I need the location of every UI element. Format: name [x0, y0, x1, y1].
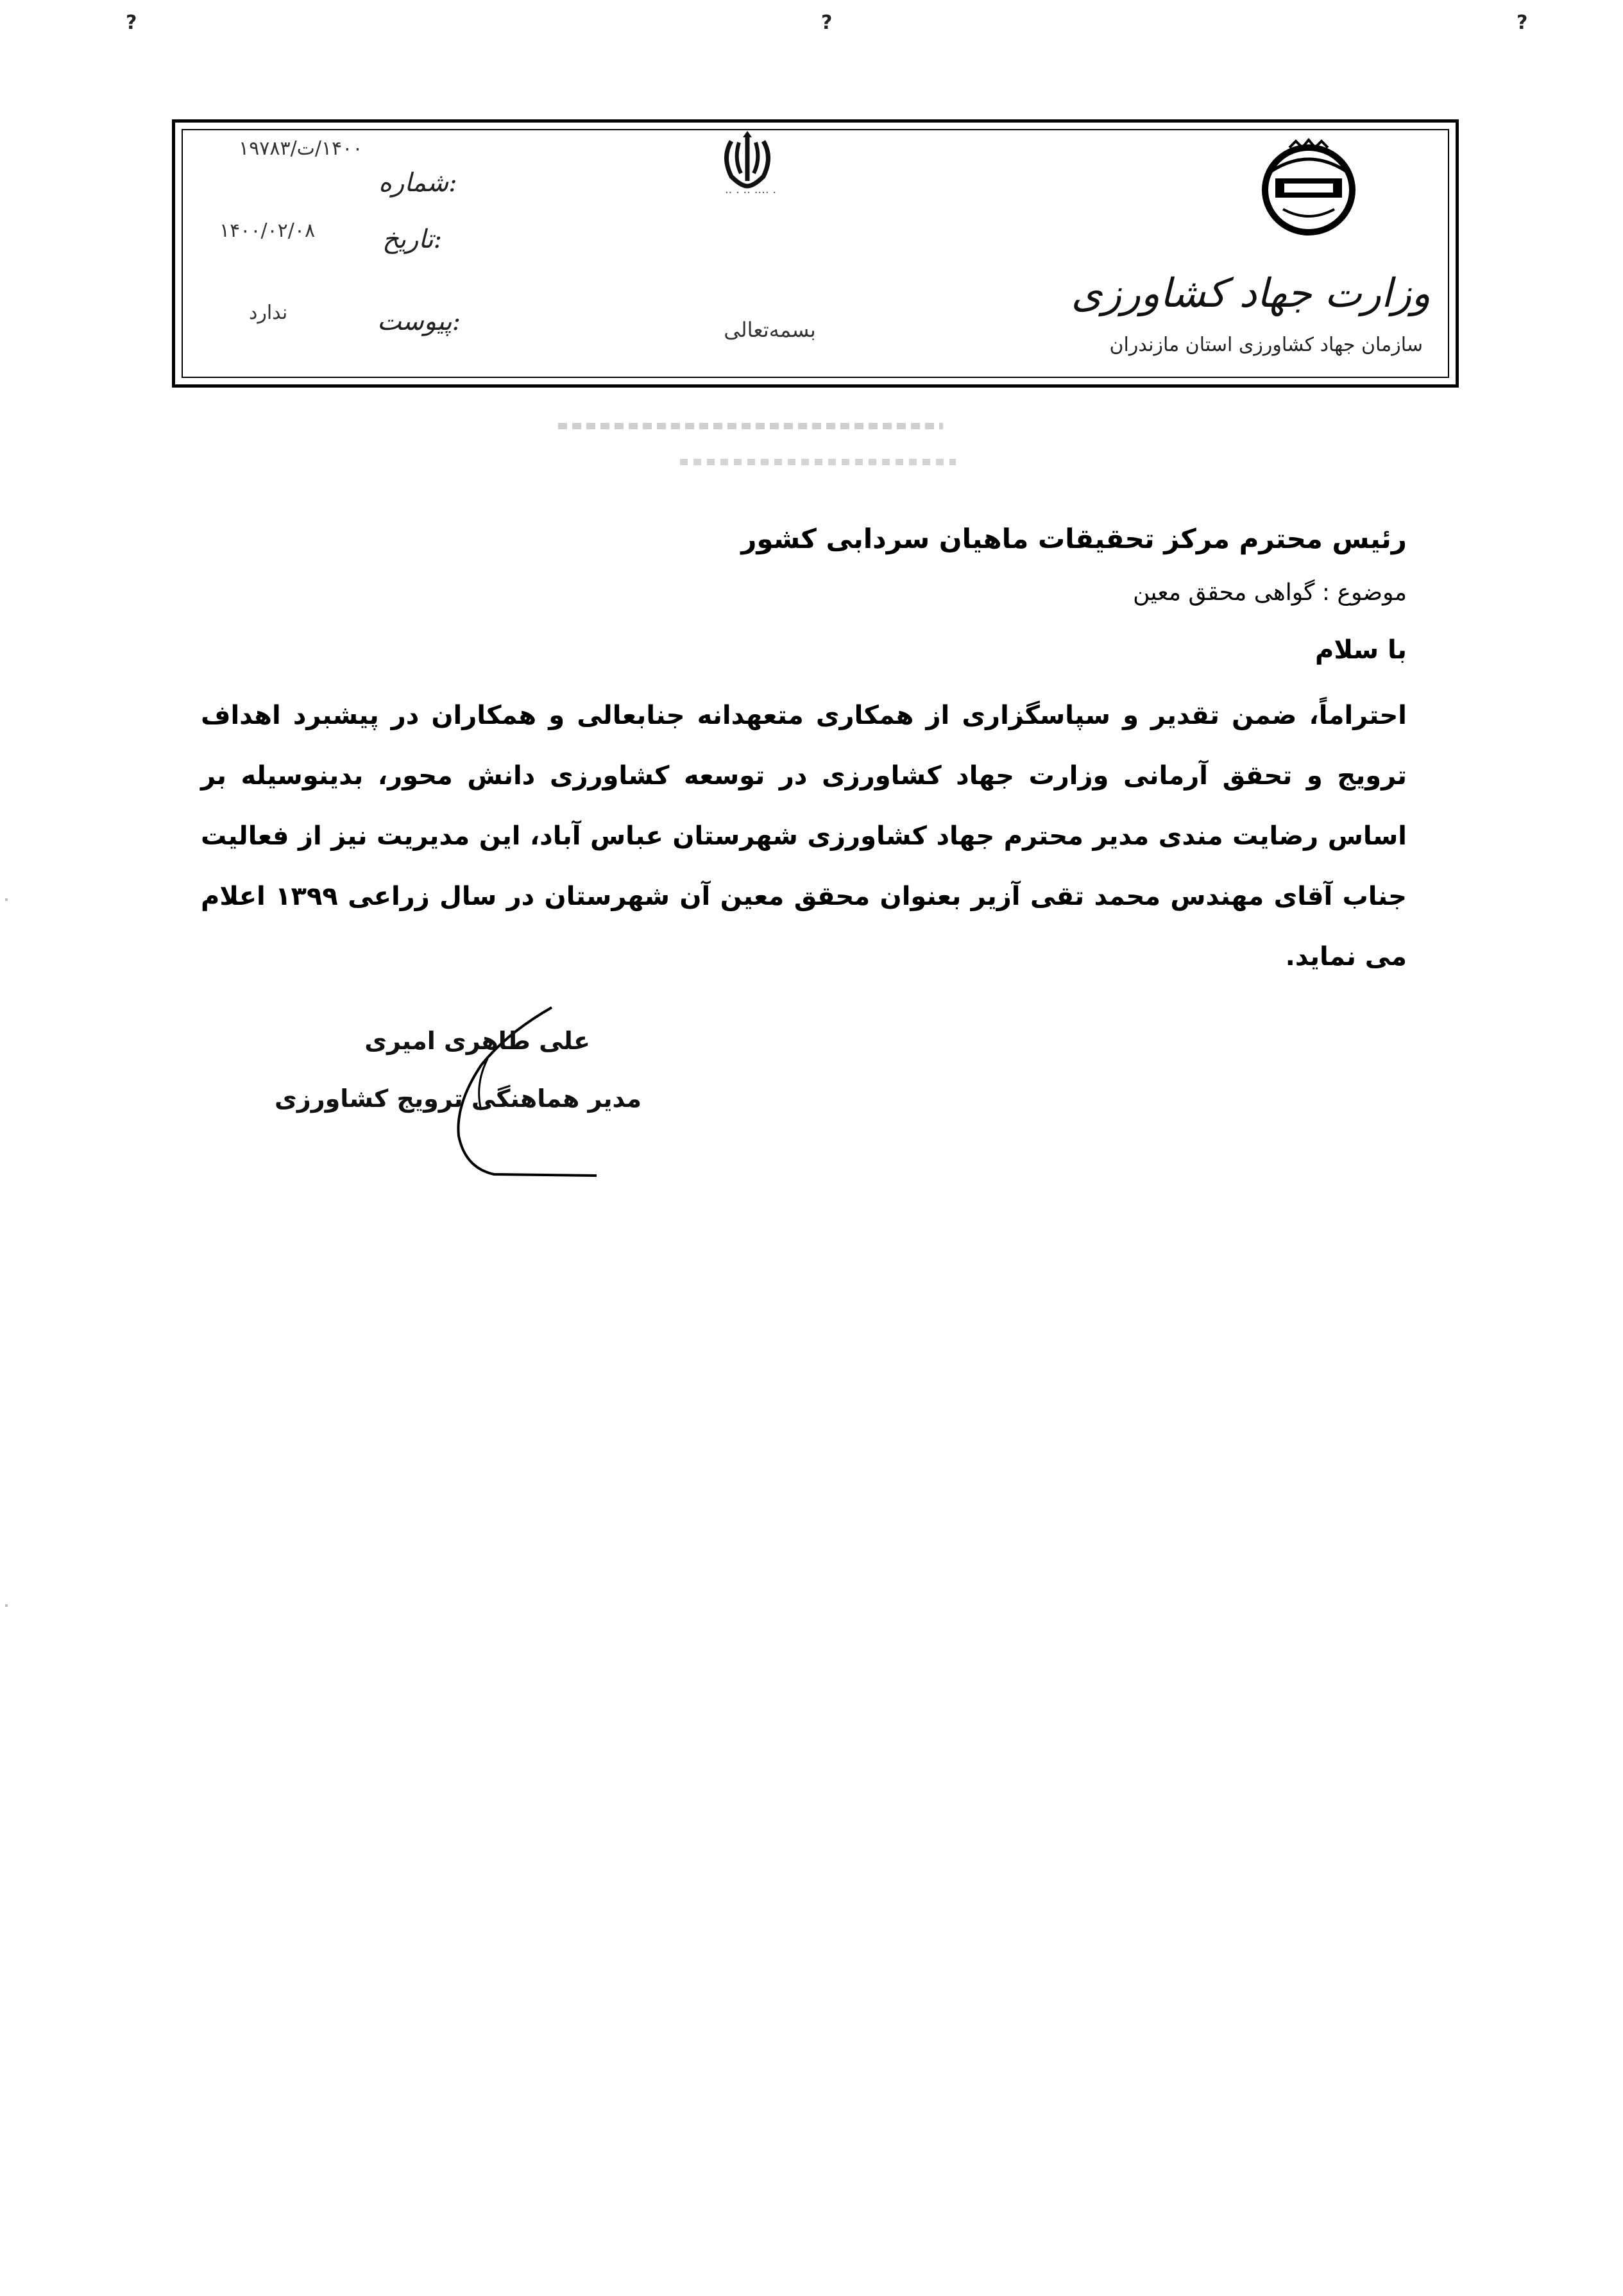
signatory-title: مدیر هماهنگی ترویج کشاورزی	[275, 1084, 642, 1113]
scan-mark-center: ?	[821, 12, 833, 34]
faint-line-graphic	[558, 418, 943, 434]
scan-edge-tick	[5, 898, 8, 901]
signatory-name: علی طاهری امیری	[364, 1027, 590, 1055]
attachment-label: پیوست:	[377, 307, 461, 336]
salutation: با سلام	[1315, 635, 1407, 665]
letter-number-value: ۱۴۰۰/ت/۱۹۷۸۳	[239, 137, 363, 160]
scan-mark-right: ?	[1517, 12, 1528, 34]
emblem-caption: ·· · ·· ···· ·	[724, 186, 777, 200]
faint-line-graphic	[680, 454, 956, 470]
attachment-value: ندارد	[249, 302, 288, 324]
subject-line: موضوع : گواهی محقق معین	[1133, 579, 1407, 606]
faint-header-note	[680, 454, 956, 470]
jihad-keshavarzi-logo-icon	[1251, 133, 1366, 243]
scan-mark-left: ?	[126, 12, 137, 34]
letter-date-value: ۱۴۰۰/۰۲/۰۸	[219, 219, 316, 242]
letter-date-label: تاریخ:	[382, 225, 443, 254]
letter-paragraph: احتراماً، ضمن تقدیر و سپاسگزاری از همکاری متعهدانه جنابعالی و همکاران در پیشبرد اهداف ترویج و تحقق آرمانی وزارت جهاد کشاورزی در توسعه کشاورزی دانش محور، بدینوسیله بر اساس رضایت مندی مدیر محترم جهاد کشاورزی شهرستان عباس آباد، این مدیریت نیز از فعالیت جناب آقای مهندس محمد تقی آزیر بعنوان محقق معین آن شهرستان در سال زراعی ۱۳۹۹ اعلام می نماید.	[201, 701, 1407, 972]
letter-number-label: شماره:	[378, 168, 457, 198]
organization-name: سازمان جهاد کشاورزی استان مازندران	[1109, 334, 1423, 356]
besmeleh: بسمه‌تعالی	[724, 318, 816, 342]
scan-edge-tick	[5, 1604, 8, 1607]
faint-header-note	[558, 418, 943, 434]
addressee: رئیس محترم مرکز تحقیقات ماهیان سردابی کشور	[741, 523, 1407, 554]
ministry-name: وزارت جهاد کشاورزی	[1071, 270, 1431, 316]
